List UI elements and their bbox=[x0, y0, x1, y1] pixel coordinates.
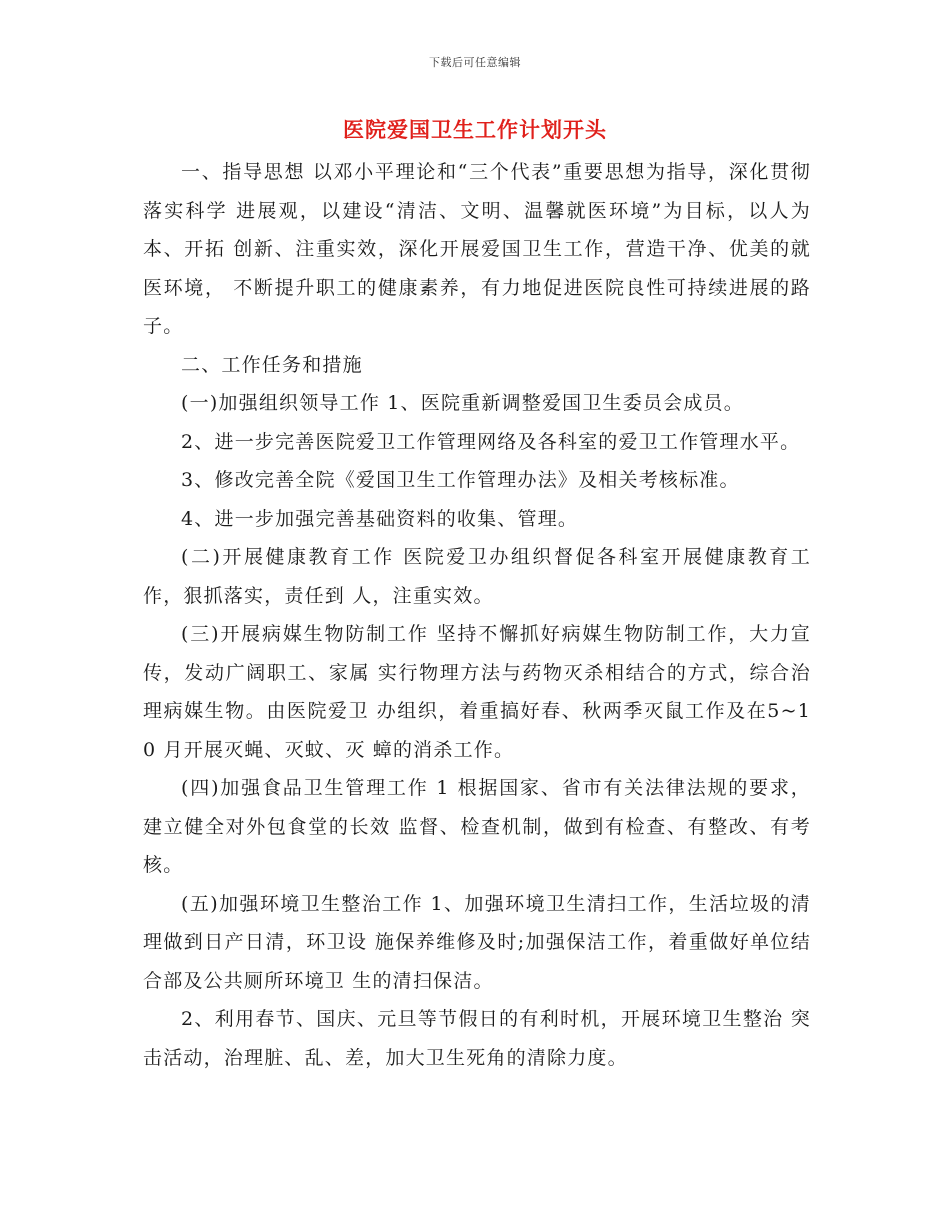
paragraph-tasks-heading: 二、工作任务和措施 bbox=[181, 353, 363, 376]
paragraph-guiding-ideology: 一、指导思想 以邓小平理论和“三个代表”重要思想为指导，深化贯彻落实科学 进展观，以建设“清洁、文明、温馨就医环境”为目标，以人为本、开拓 创新、注重实效，深化开展爱国卫生工作，营造干净、优美的就医环境， 不断提升职工的健康素养，有力地促进医院良性可持续进展的路子。 bbox=[143, 161, 811, 337]
document-title: 医院爱国卫生工作计划开头 bbox=[343, 117, 607, 142]
paragraph-item-2: 2、进一步完善医院爱卫工作管理网络及各科室的爱卫工作管理水平。 bbox=[181, 430, 801, 453]
paragraph-item-4: 4、进一步加强完善基础资料的收集、管理。 bbox=[181, 507, 579, 530]
paragraph-organization: (一)加强组织领导工作 1、医院重新调整爱国卫生委员会成员。 bbox=[181, 392, 744, 414]
header-note: 下载后可任意编辑 bbox=[429, 56, 521, 69]
paragraph-health-education: (二)开展健康教育工作 医院爱卫办组织督促各科室开展健康教育工作，狠抓落实，责任到 人，注重实效。 bbox=[143, 546, 811, 607]
paragraph-vector-control: (三)开展病媒生物防制工作 坚持不懈抓好病媒生物防制工作，大力宣传，发动广阔职工、家属 实行物理方法与药物灭杀相结合的方式，综合治理病媒生物。由医院爱卫 办组织，着重搞好春、秋两季灭鼠工作及在5~10 月开展灭蝇、灭蚊、灭 蟑的消杀工作。 bbox=[143, 623, 811, 761]
paragraph-item-3: 3、修改完善全院《爱国卫生工作管理办法》及相关考核标准。 bbox=[181, 469, 740, 491]
paragraph-environment: (五)加强环境卫生整治工作 1、加强环境卫生清扫工作，生活垃圾的清理做到日产日清，环卫设 施保养维修及时;加强保洁工作，着重做好单位结合部及公共厕所环境卫 生的清扫保洁。 bbox=[143, 892, 811, 992]
paragraph-food-hygiene: (四)加强食品卫生管理工作 1 根据国家、省市有关法律法规的要求，建立健全对外包食堂的长效 监督、检查机制，做到有检查、有整改、有考核。 bbox=[143, 777, 811, 876]
paragraph-holiday-campaign: 2、利用春节、国庆、元旦等节假日的有利时机，开展环境卫生整治 突击活动，治理脏、乱、差，加大卫生死角的清除力度。 bbox=[143, 1008, 811, 1069]
document-body bbox=[143, 153, 811, 1077]
